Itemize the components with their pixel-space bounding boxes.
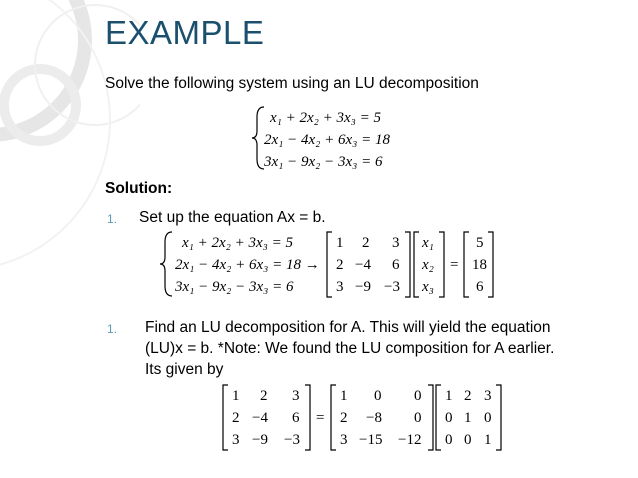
lu-l-2-1: −15 xyxy=(359,432,383,448)
step-lu-decomposition xyxy=(107,317,627,383)
vector-x-left-bracket xyxy=(414,232,419,297)
lu-l-1-0: 2 xyxy=(340,410,348,426)
lu-l-1-1: −8 xyxy=(366,410,382,426)
step-text-line-1: Find an LU decomposition for A. This will yield the equation xyxy=(145,319,551,336)
lu-a-0-2: 3 xyxy=(292,388,300,404)
solution-label: Solution: xyxy=(105,180,173,197)
matrix-equation xyxy=(160,228,500,302)
lu-l-2-2: −12 xyxy=(398,432,422,448)
x-cell-2: x₃ xyxy=(422,279,434,295)
lu-a-2-1: −9 xyxy=(252,432,268,448)
lu-a-0-1: 2 xyxy=(260,388,268,404)
slide-title: EXAMPLE xyxy=(105,14,265,51)
system-eq-2: 2x₁ − 4x₂ + 6x₃ = 18 xyxy=(264,132,390,148)
matrix-a-left-bracket xyxy=(327,232,332,297)
system-eq-3: 3x₁ − 9x₂ − 3x₃ = 6 xyxy=(264,154,383,170)
lu-a-left-bracket xyxy=(223,385,228,450)
lu-factorization xyxy=(222,382,512,454)
a-cell-0-2: 3 xyxy=(392,235,400,251)
matrix-a-right-bracket xyxy=(405,232,410,297)
decorative-rings xyxy=(0,0,140,478)
lu-l-0-1: 0 xyxy=(374,388,382,404)
lu-l-right-bracket xyxy=(428,385,433,450)
step-number: 1. xyxy=(107,322,118,336)
a-cell-2-0: 3 xyxy=(336,279,344,295)
a-cell-1-0: 2 xyxy=(336,257,344,273)
step-setup xyxy=(107,207,527,229)
lu-l-left-bracket xyxy=(331,385,336,450)
system-brace xyxy=(252,107,264,169)
lu-u-1-0: 0 xyxy=(445,410,453,426)
x-cell-0: x₁ xyxy=(422,235,434,251)
lu-u-0-1: 2 xyxy=(464,388,472,404)
lu-l-1-2: 0 xyxy=(414,410,422,426)
lu-l-2-0: 3 xyxy=(340,432,348,448)
a-cell-2-2: −3 xyxy=(384,279,400,295)
eq-brace xyxy=(160,232,172,296)
lu-a-1-0: 2 xyxy=(232,410,240,426)
lu-u-left-bracket xyxy=(436,385,441,450)
a-cell-0-0: 1 xyxy=(336,235,344,251)
lu-u-1-2: 0 xyxy=(484,410,492,426)
lu-a-1-2: 6 xyxy=(292,410,300,426)
b-cell-0: 5 xyxy=(476,235,484,251)
lu-a-2-2: −3 xyxy=(284,432,300,448)
lu-u-0-0: 1 xyxy=(445,388,453,404)
vector-b-left-bracket xyxy=(464,232,469,297)
eq-row-2: 2x₁ − 4x₂ + 6x₃ = 18 → xyxy=(175,257,320,273)
lu-a-0-0: 1 xyxy=(232,388,240,404)
vector-x-right-bracket xyxy=(439,232,444,297)
lu-l-0-2: 0 xyxy=(414,388,422,404)
a-cell-1-2: 6 xyxy=(392,257,400,273)
lu-u-1-1: 1 xyxy=(464,410,472,426)
lu-u-0-2: 3 xyxy=(484,388,492,404)
a-cell-0-1: 2 xyxy=(362,235,370,251)
lu-a-2-0: 3 xyxy=(232,432,240,448)
lu-u-right-bracket xyxy=(496,385,501,450)
step-text-line-3: Its given by xyxy=(145,361,224,378)
eq-row-1: x₁ + 2x₂ + 3x₃ = 5 xyxy=(182,235,293,251)
lu-a-right-bracket xyxy=(305,385,310,450)
lu-a-1-1: −4 xyxy=(252,410,268,426)
linear-system xyxy=(252,103,432,173)
a-cell-2-1: −9 xyxy=(355,279,371,295)
lu-l-0-0: 1 xyxy=(340,388,348,404)
b-cell-1: 18 xyxy=(472,257,487,273)
equals-sign: = xyxy=(450,257,459,273)
eq-row-3: 3x₁ − 9x₂ − 3x₃ = 6 xyxy=(175,279,294,295)
vector-b-right-bracket xyxy=(488,232,493,297)
system-eq-1: x₁ + 2x₂ + 3x₃ = 5 xyxy=(270,110,381,126)
lu-equals-sign: = xyxy=(316,410,325,426)
intro-text: Solve the following system using an LU decomposition xyxy=(105,75,479,92)
lu-u-2-2: 1 xyxy=(484,432,492,448)
lu-u-2-0: 0 xyxy=(445,432,453,448)
a-cell-1-1: −4 xyxy=(355,257,371,273)
step-number: 1. xyxy=(107,212,118,226)
step-text-line-2: (LU)x = b. *Note: We found the LU composition for A earlier. xyxy=(145,340,555,357)
x-cell-1: x₂ xyxy=(422,257,434,273)
lu-u-2-1: 0 xyxy=(464,432,472,448)
step-text: Set up the equation Ax = b. xyxy=(139,209,326,226)
b-cell-2: 6 xyxy=(476,279,484,295)
